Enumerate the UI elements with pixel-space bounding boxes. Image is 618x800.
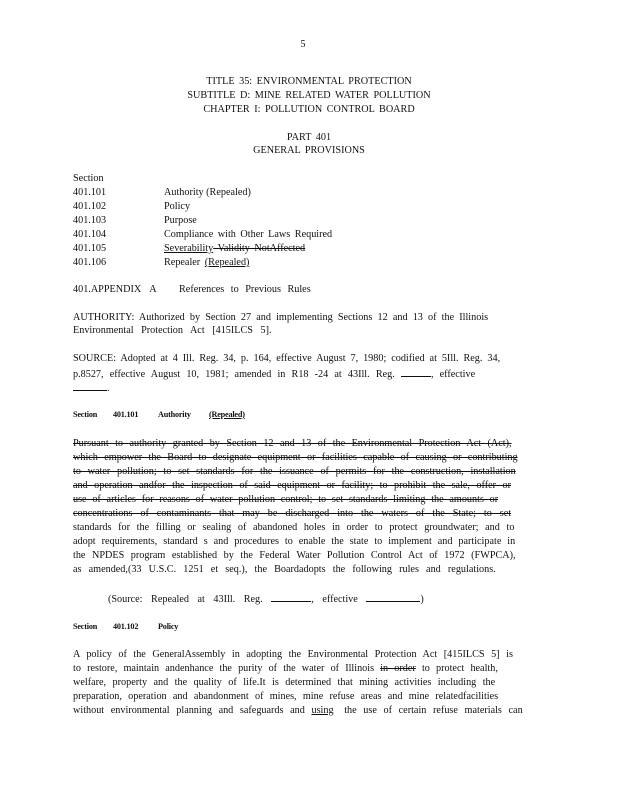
toc-num: 401.103: [73, 215, 107, 226]
repeal-source-text: , effective: [311, 594, 358, 605]
body-line: as amended,(33 U.S.C. 1251 et seq.), the Boardadopts the following rules and regulations.: [73, 564, 496, 575]
toc-num: 401.106: [73, 257, 107, 268]
section-label: Section: [73, 622, 98, 631]
source-text: .: [107, 383, 110, 394]
toc-num: 401.105: [73, 243, 107, 254]
section-status: (Repealed): [209, 410, 245, 419]
authority-line: AUTHORITY: Authorized by Section 27 and implementing Sections 12 and 13 of the Illinois: [73, 312, 489, 323]
struck-line: use of articles for reasons of water pollution control; to set standards limiting the amounts or: [73, 494, 499, 505]
toc-title: [164, 242, 305, 255]
source-line: [73, 366, 475, 381]
body-line: welfare, property and the quality of life.It is determined that mining activities including the: [73, 677, 496, 688]
toc-appendix-title: References to Previous Rules: [179, 284, 311, 295]
source-line: SOURCE: Adopted at 4 Ill. Reg. 34, p. 164, effective August 7, 1980; codified at 5Ill. Reg. 34,: [73, 353, 501, 364]
part-title: GENERAL PROVISIONS: [253, 145, 365, 156]
toc-label: Section: [73, 173, 104, 184]
toc-num: 401.101: [73, 187, 107, 198]
title-line: TITLE 35: ENVIRONMENTAL PROTECTION: [206, 76, 412, 87]
repeal-source: [108, 591, 424, 606]
struck-line: which empower the Board to designate equipment or facilities capable of causing or contributing: [73, 452, 518, 463]
body-text: to protect health,: [415, 663, 498, 674]
toc-title: [164, 256, 257, 269]
body-text: to restore, maintain andenhance the purity of the water of Illinois: [73, 663, 381, 674]
body-line: preparation, operation and abandonment of mines, mine refuse areas and mine relatedfacilities: [73, 691, 499, 702]
toc-title: Policy: [164, 201, 191, 212]
struck-line: concentrations of contaminants that may be discharged into the waters of the State; to set: [73, 508, 512, 519]
struck-line: to water pollution; to set standards for the issuance of permits for the construction, installation: [73, 466, 516, 477]
repeal-source-blank: [366, 591, 420, 602]
source-blank: [73, 380, 107, 391]
source-line: [73, 380, 110, 395]
body-struck-text: in order: [380, 663, 416, 674]
source-blank: [401, 366, 431, 377]
repeal-source-blank: [271, 591, 311, 602]
section-name: Authority: [158, 410, 191, 419]
part-number: PART 401: [286, 132, 332, 143]
section-label: Section: [73, 410, 98, 419]
page-number: 5: [300, 39, 306, 50]
body-line: the NPDES program established by the Federal Water Pollution Control Act of 1972 (FWPCA),: [73, 550, 516, 561]
authority-line: Environmental Protection Act [415ILCS 5].: [73, 325, 272, 336]
body-text: the use of certain refuse materials can: [337, 705, 523, 716]
toc-num: 401.102: [73, 201, 107, 212]
toc-title: Compliance with Other Laws Required: [164, 229, 333, 240]
body-text: without environmental planning and safeguards and: [73, 705, 312, 716]
body-underlined-text: using: [311, 705, 334, 716]
section-name: Policy: [158, 622, 179, 631]
toc-title-text: Repealer: [164, 257, 201, 268]
repeal-source-text: ): [420, 594, 424, 605]
toc-title: Authority (Repealed): [164, 187, 251, 198]
body-line: [73, 704, 523, 717]
body-line: adopt requirements, standard s and procedures to enable the state to implement and participate in: [73, 536, 516, 547]
struck-line: and operation andfor the inspection of said equipment or facility; to prohibit the sale, offer or: [73, 480, 511, 491]
toc-appendix-num: 401.APPENDIX A: [73, 284, 157, 295]
source-text: p.8527, effective August 10, 1981; amended in R18 -24 at 43Ill. Reg.: [73, 369, 395, 380]
toc-title-underlined: (Repealed): [204, 257, 250, 268]
section-number: 401.102: [113, 622, 139, 631]
section-number: 401.101: [113, 410, 139, 419]
toc-title-text: Severability: [164, 243, 214, 254]
source-text: , effective: [430, 369, 476, 380]
toc-num: 401.104: [73, 229, 107, 240]
body-line: standards for the filling or sealing of abandoned holes in order to protect groundwater; and to: [73, 522, 515, 533]
toc-title-struck: Validity NotAffected: [213, 243, 306, 254]
subtitle-line: SUBTITLE D: MINE RELATED WATER POLLUTION: [187, 90, 431, 101]
chapter-line: CHAPTER I: POLLUTION CONTROL BOARD: [203, 104, 415, 115]
body-line: A policy of the GeneralAssembly in adopting the Environmental Protection Act [415ILCS 5] is: [73, 649, 513, 660]
body-line: [73, 662, 498, 675]
struck-line: Pursuant to authority granted by Section 12 and 13 of the Environmental Protection Act (Act),: [73, 438, 512, 449]
toc-title: Purpose: [164, 215, 197, 226]
repeal-source-text: (Source: Repealed at 43Ill. Reg.: [108, 594, 263, 605]
